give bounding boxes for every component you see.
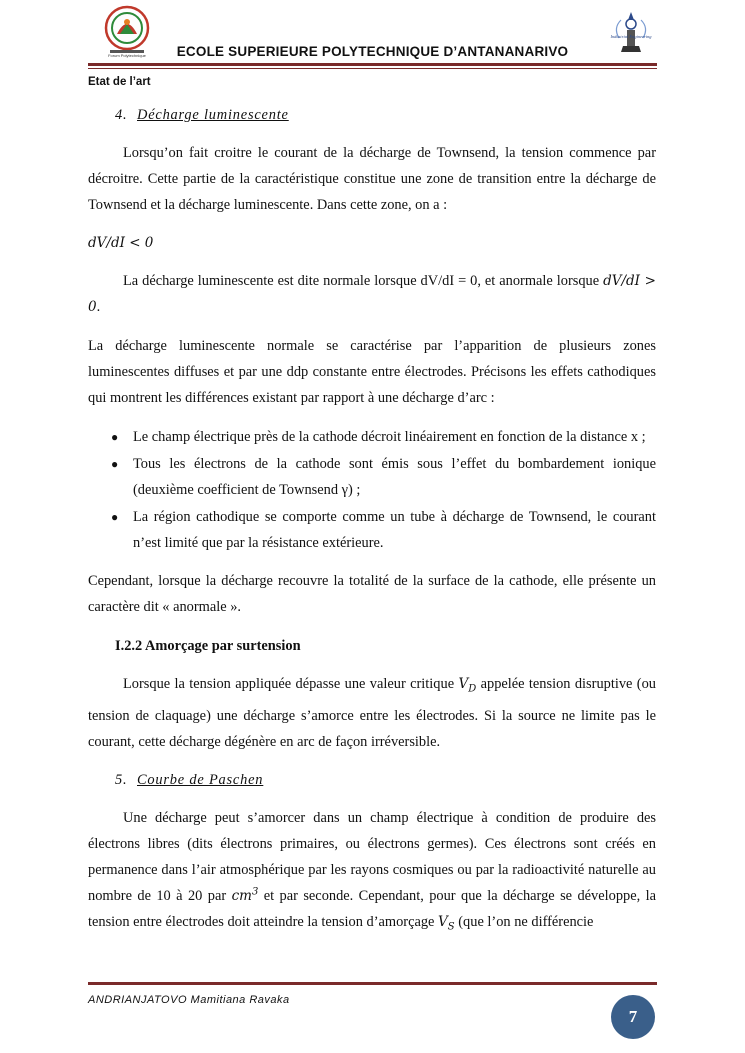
- bullet-icon: ●: [111, 430, 119, 444]
- list-item: ● Tous les électrons de la cathode sont émis sous l’effet du bombardement ionique (deuxième coefficient de Townsend γ) ;: [88, 451, 656, 503]
- paragraph-normale-anormale: La décharge luminescente est dite normale lorsque dV/dI = 0, et anormale lorsque dV/dI > 0.: [88, 273, 656, 315]
- section-label: Etat de l’art: [88, 76, 151, 88]
- footer-rule: [88, 982, 657, 985]
- svg-text:Industrial Engineering: Industrial Engineering: [610, 34, 652, 39]
- bullet-icon: ●: [111, 457, 119, 471]
- paragraph-anormale: Cependant, lorsque la décharge recouvre la totalité de la surface de la cathode, elle présente un caractère dit « anormale ».: [88, 573, 656, 615]
- header-title: ECOLE SUPERIEURE POLYTECHNIQUE D’ANTANANARIVO: [176, 44, 569, 59]
- header-rule-thin: [88, 68, 657, 69]
- cathode-effects-list: [88, 424, 656, 556]
- header-rule-thick: [88, 63, 657, 66]
- paragraph-luminescente-normale: La décharge luminescente normale se caractérise par l’apparition de plusieurs zones luminescentes diffuses et par une ddp constante entre électrodes. Précisons les effets cathodiques qui montrent les différences existant par rapport à une décharge d’arc :: [88, 338, 656, 406]
- document-body: [88, 102, 656, 935]
- paragraph-paschen: Une décharge peut s’amorcer dans un champ électrique à condition de produire des électrons libres (dits électrons primaires, ou électrons germes). Ces électrons sont créés en permanence dans l’air atmosphérique par les rayons cosmiques ou par la radioactivité naturelle au nombre de 10 à 20 par $cm^3$ et par seconde. Cependant, pour que la décharge se développe, la tension entre électrodes doit atteindre la tension d’amorçage $V_S$ (que l’on ne différencie: [88, 809, 656, 933]
- heading-courbe-paschen: 5. Courbe de Paschen: [115, 771, 264, 788]
- list-item: ● Le champ électrique près de la cathode décroit linéairement en fonction de la distance x ;: [88, 424, 656, 450]
- equation-dv-di: dV/dI < 0: [88, 235, 154, 251]
- footer-author: ANDRIANJATOVO Mamitiana Ravaka: [88, 994, 290, 1006]
- paragraph-transition: Lorsqu’on fait croitre le courant de la décharge de Townsend, la tension commence par décroitre. Cette partie de la caractéristique constitue une zone de transition entre la décharge de Townsend et la décharge luminescente. Dans cette zone, on a :: [88, 145, 656, 213]
- svg-text:Forum Polytechnique: Forum Polytechnique: [108, 53, 146, 58]
- page-number-badge: 7: [611, 995, 655, 1039]
- list-item: ● La région cathodique se comporte comme un tube à décharge de Townsend, le courant n’est limité que par la résistance extérieure.: [88, 504, 656, 556]
- heading-amorcage-surtension: I.2.2 Amorçage par surtension: [115, 638, 301, 654]
- bullet-icon: ●: [111, 510, 119, 524]
- paragraph-tension-disruptive: Lorsque la tension appliquée dépasse une valeur critique $V_D$ appelée tension disruptive (ou tension de claquage) une décharge s’amorce entre les électrodes. Si la source ne limite pas le courant, cette décharge dégénère en arc de façon irréversible.: [88, 676, 656, 750]
- heading-decharge-luminescente: 4. Décharge luminescente: [115, 107, 289, 123]
